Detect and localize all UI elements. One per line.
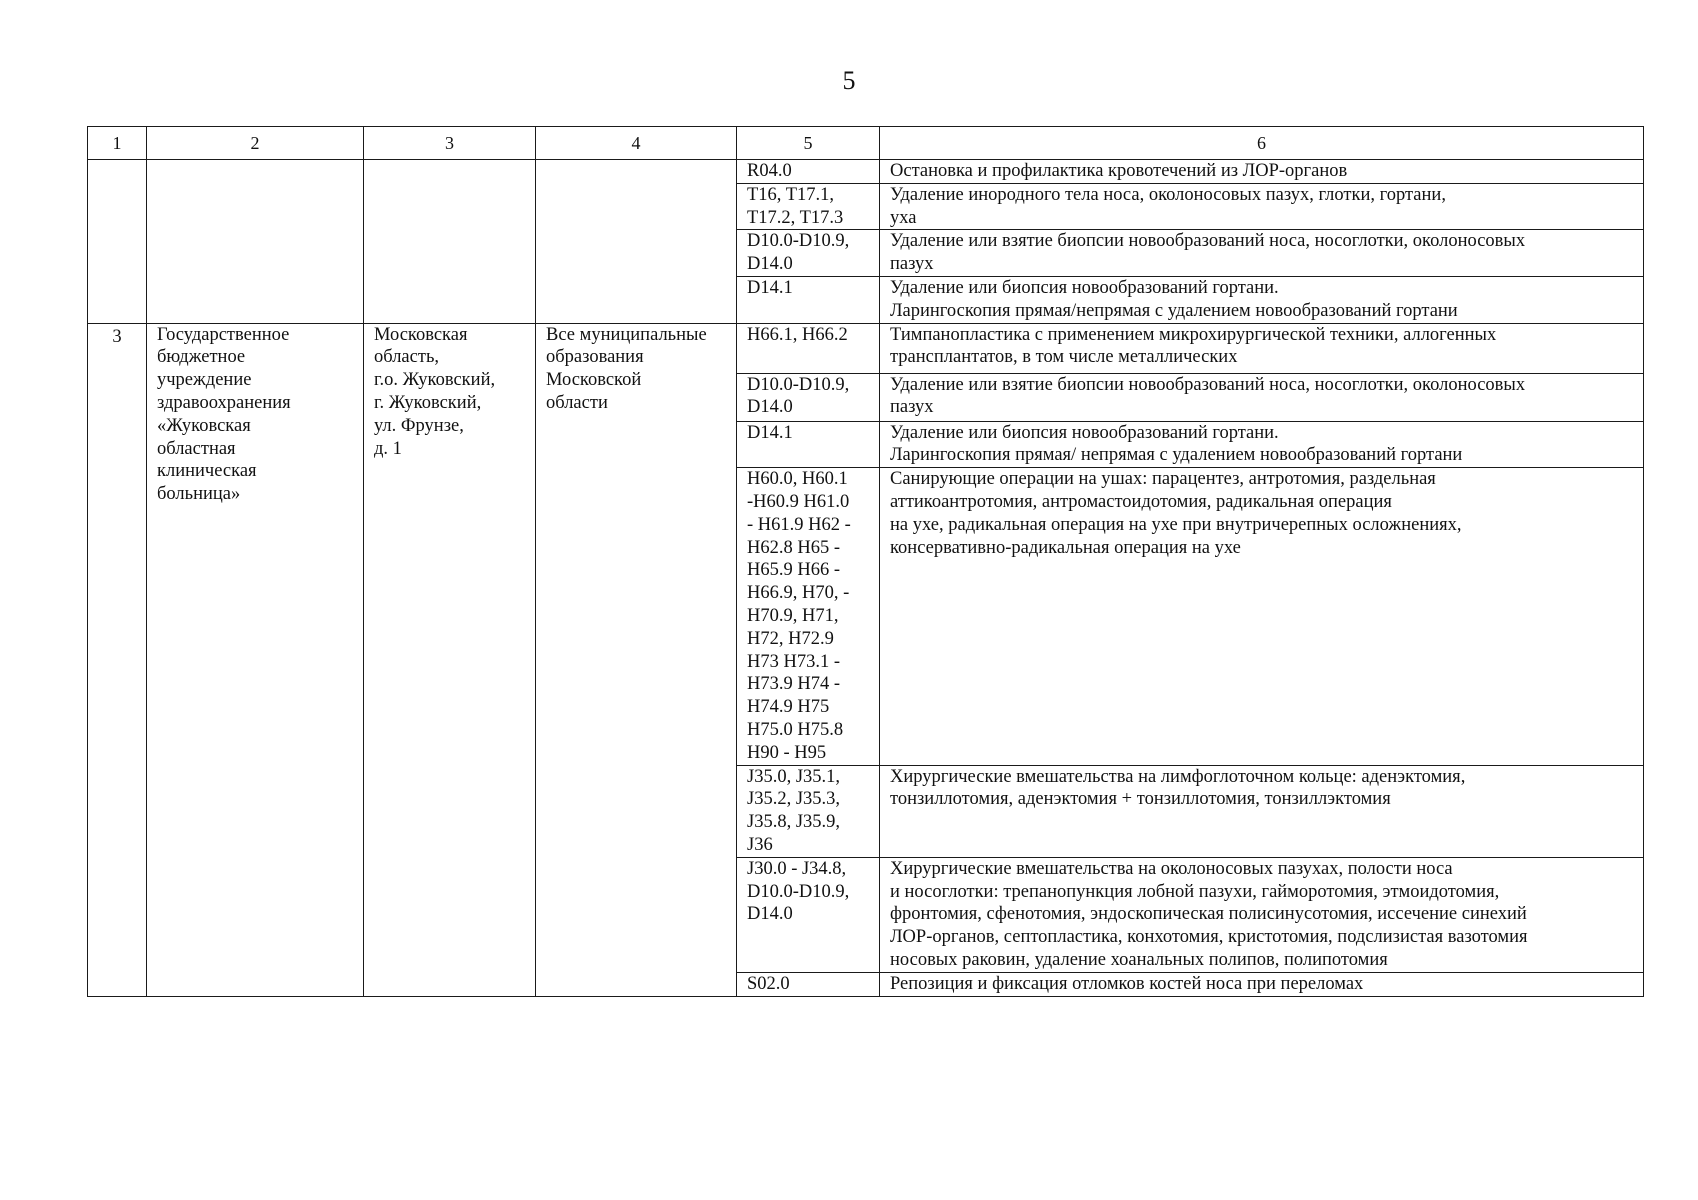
description-line: Репозиция и фиксация отломков костей носа при переломах [890, 973, 1364, 994]
code-line: H90 - H95 [747, 742, 827, 763]
code-line: D10.0-D10.9, [747, 231, 850, 252]
table-row [88, 323, 1644, 373]
description-line: носовых раковин, удаление хоанальных полипов, полипотомия [890, 949, 1388, 970]
institution-address [364, 323, 536, 996]
codes-cell [737, 323, 880, 373]
description-cell [880, 421, 1644, 468]
description-line: Ларингоскопия прямая/ непрямая с удалением новообразований гортани [890, 445, 1463, 466]
code-line: S02.0 [747, 973, 790, 994]
code-line: J30.0 - J34.8, [747, 858, 847, 879]
code-line: J35.8, J35.9, [747, 812, 841, 833]
description-cell [880, 373, 1644, 421]
description-line: консервативно-радикальная операция на ухе [890, 537, 1241, 558]
description-line: трансплантатов, в том числе металлических [890, 347, 1238, 368]
code-line: H65.9 H66 - [747, 560, 841, 581]
code-line: D10.0-D10.9, [747, 374, 850, 395]
header-row [88, 127, 1644, 160]
codes-cell [737, 373, 880, 421]
codes-cell [737, 276, 880, 323]
codes-cell [737, 765, 880, 857]
description-line: Остановка и профилактика кровотечений из ЛОР-органов [890, 161, 1348, 181]
description-line: ЛОР-органов, септопластика, конхотомия, кристотомия, подслизистая вазотомия [890, 927, 1528, 948]
code-line: D10.0-D10.9, [747, 881, 850, 902]
description-line: Ларингоскопия прямая/непрямая с удалением новообразований гортани [890, 300, 1458, 321]
description-line: Санирующие операции на ушах: парацентез, антротомия, раздельная [890, 469, 1436, 490]
code-line: D14.1 [747, 422, 793, 443]
institution-line: учреждение [157, 370, 252, 391]
codes-cell [737, 857, 880, 972]
column-header-5: 5 [737, 127, 880, 160]
description-line: Удаление или взятие биопсии новообразований носа, носоглотки, околоносовых [890, 231, 1526, 252]
table-row [88, 160, 1644, 184]
codes-cell [737, 421, 880, 468]
description-line: пазух [890, 254, 934, 275]
description-line: Удаление или биопсия новообразований гортани. [890, 277, 1279, 298]
description-cell [880, 276, 1644, 323]
description-line: тонзиллотомия, аденэктомия + тонзиллотомия, тонзиллэктомия [890, 789, 1391, 810]
description-line: уха [890, 207, 917, 228]
code-line: R04.0 [747, 161, 792, 181]
code-line: J36 [747, 834, 773, 855]
service-region [536, 323, 737, 996]
description-line: фронтомия, сфенотомия, эндоскопическая полисинусотомия, иссечение синехий [890, 904, 1527, 925]
institution-line: «Жуковская [157, 415, 251, 436]
institution-line: клиническая [157, 461, 257, 482]
region-line: Все муниципальные [546, 324, 707, 345]
code-line: H60.0, H60.1 [747, 469, 848, 490]
description-cell [880, 160, 1644, 184]
code-line: H75.0 H75.8 [747, 719, 844, 740]
code-line: D14.0 [747, 254, 793, 275]
institution-line: бюджетное [157, 347, 246, 368]
description-cell [880, 323, 1644, 373]
services-table [87, 126, 1644, 997]
description-line: пазух [890, 397, 934, 418]
description-cell [880, 972, 1644, 996]
code-line: J35.0, J35.1, [747, 766, 841, 787]
institution-name [147, 323, 364, 996]
description-line: Хирургические вмешательства на околоносовых пазухах, полости носа [890, 858, 1453, 879]
table-body [88, 160, 1644, 997]
institution-line: областная [157, 438, 236, 459]
continued-empty-cell-3 [364, 160, 536, 324]
address-line: ул. Фрунзе, [374, 415, 464, 436]
code-line: H62.8 H65 - [747, 537, 841, 558]
codes-cell [737, 160, 880, 184]
code-line: H72, H72.9 [747, 628, 834, 649]
column-header-4: 4 [536, 127, 737, 160]
description-line: на ухе, радикальная операция на ухе при внутричерепных осложнениях, [890, 514, 1462, 535]
region-line: Московской [546, 370, 642, 391]
region-line: области [546, 392, 608, 413]
column-header-3: 3 [364, 127, 536, 160]
description-cell [880, 183, 1644, 230]
column-header-1: 1 [88, 127, 147, 160]
code-line: H66.9, H70, - [747, 583, 850, 604]
address-line: область, [374, 347, 440, 368]
description-line: Удаление или взятие биопсии новообразований носа, носоглотки, околоносовых [890, 374, 1526, 395]
institution-line: здравоохранения [157, 392, 291, 413]
address-line: г.о. Жуковский, [374, 370, 496, 391]
code-line: T16, T17.1, [747, 184, 835, 205]
description-line: Удаление инородного тела носа, околоносовых пазух, глотки, гортани, [890, 184, 1446, 205]
description-line: и носоглотки: трепанопункция лобной пазухи, гайморотомия, этмоидотомия, [890, 881, 1500, 902]
description-cell [880, 468, 1644, 765]
codes-cell [737, 468, 880, 765]
continued-empty-cell-4 [536, 160, 737, 324]
institution-line: больница» [157, 484, 241, 505]
description-line: аттикоантротомия, антромастоидотомия, радикальная операция [890, 491, 1392, 512]
address-line: Московская [374, 324, 468, 345]
code-line: H73.9 H74 - [747, 674, 841, 695]
code-line: T17.2, T17.3 [747, 207, 844, 228]
codes-cell [737, 183, 880, 230]
codes-cell [737, 230, 880, 277]
entry-number: 3 [88, 323, 147, 996]
description-cell [880, 230, 1644, 277]
address-line: г. Жуковский, [374, 392, 482, 413]
code-line: D14.0 [747, 904, 793, 925]
table-header [88, 127, 1644, 160]
page-number: 5 [842, 66, 856, 95]
description-cell [880, 765, 1644, 857]
code-line: - H61.9 H62 - [747, 514, 851, 535]
institution-line: Государственное [157, 324, 290, 345]
code-line: J35.2, J35.3, [747, 789, 841, 810]
code-line: H74.9 H75 [747, 697, 830, 718]
code-line: D14.0 [747, 397, 793, 418]
column-header-2: 2 [147, 127, 364, 160]
description-cell [880, 857, 1644, 972]
column-header-6: 6 [880, 127, 1644, 160]
codes-cell [737, 972, 880, 996]
description-line: Хирургические вмешательства на лимфоглоточном кольце: аденэктомия, [890, 766, 1466, 787]
region-line: образования [546, 347, 644, 368]
code-line: H70.9, H71, [747, 605, 839, 626]
continued-empty-cell-1 [88, 160, 147, 324]
description-line: Тимпанопластика с применением микрохирургической техники, аллогенных [890, 324, 1497, 345]
code-line: D14.1 [747, 277, 793, 298]
continued-empty-cell-2 [147, 160, 364, 324]
description-line: Удаление или биопсия новообразований гортани. [890, 422, 1279, 443]
address-line: д. 1 [374, 438, 402, 459]
code-line: H73 H73.1 - [747, 651, 841, 672]
code-line: H66.1, H66.2 [747, 324, 848, 345]
code-line: -H60.9 H61.0 [747, 491, 850, 512]
